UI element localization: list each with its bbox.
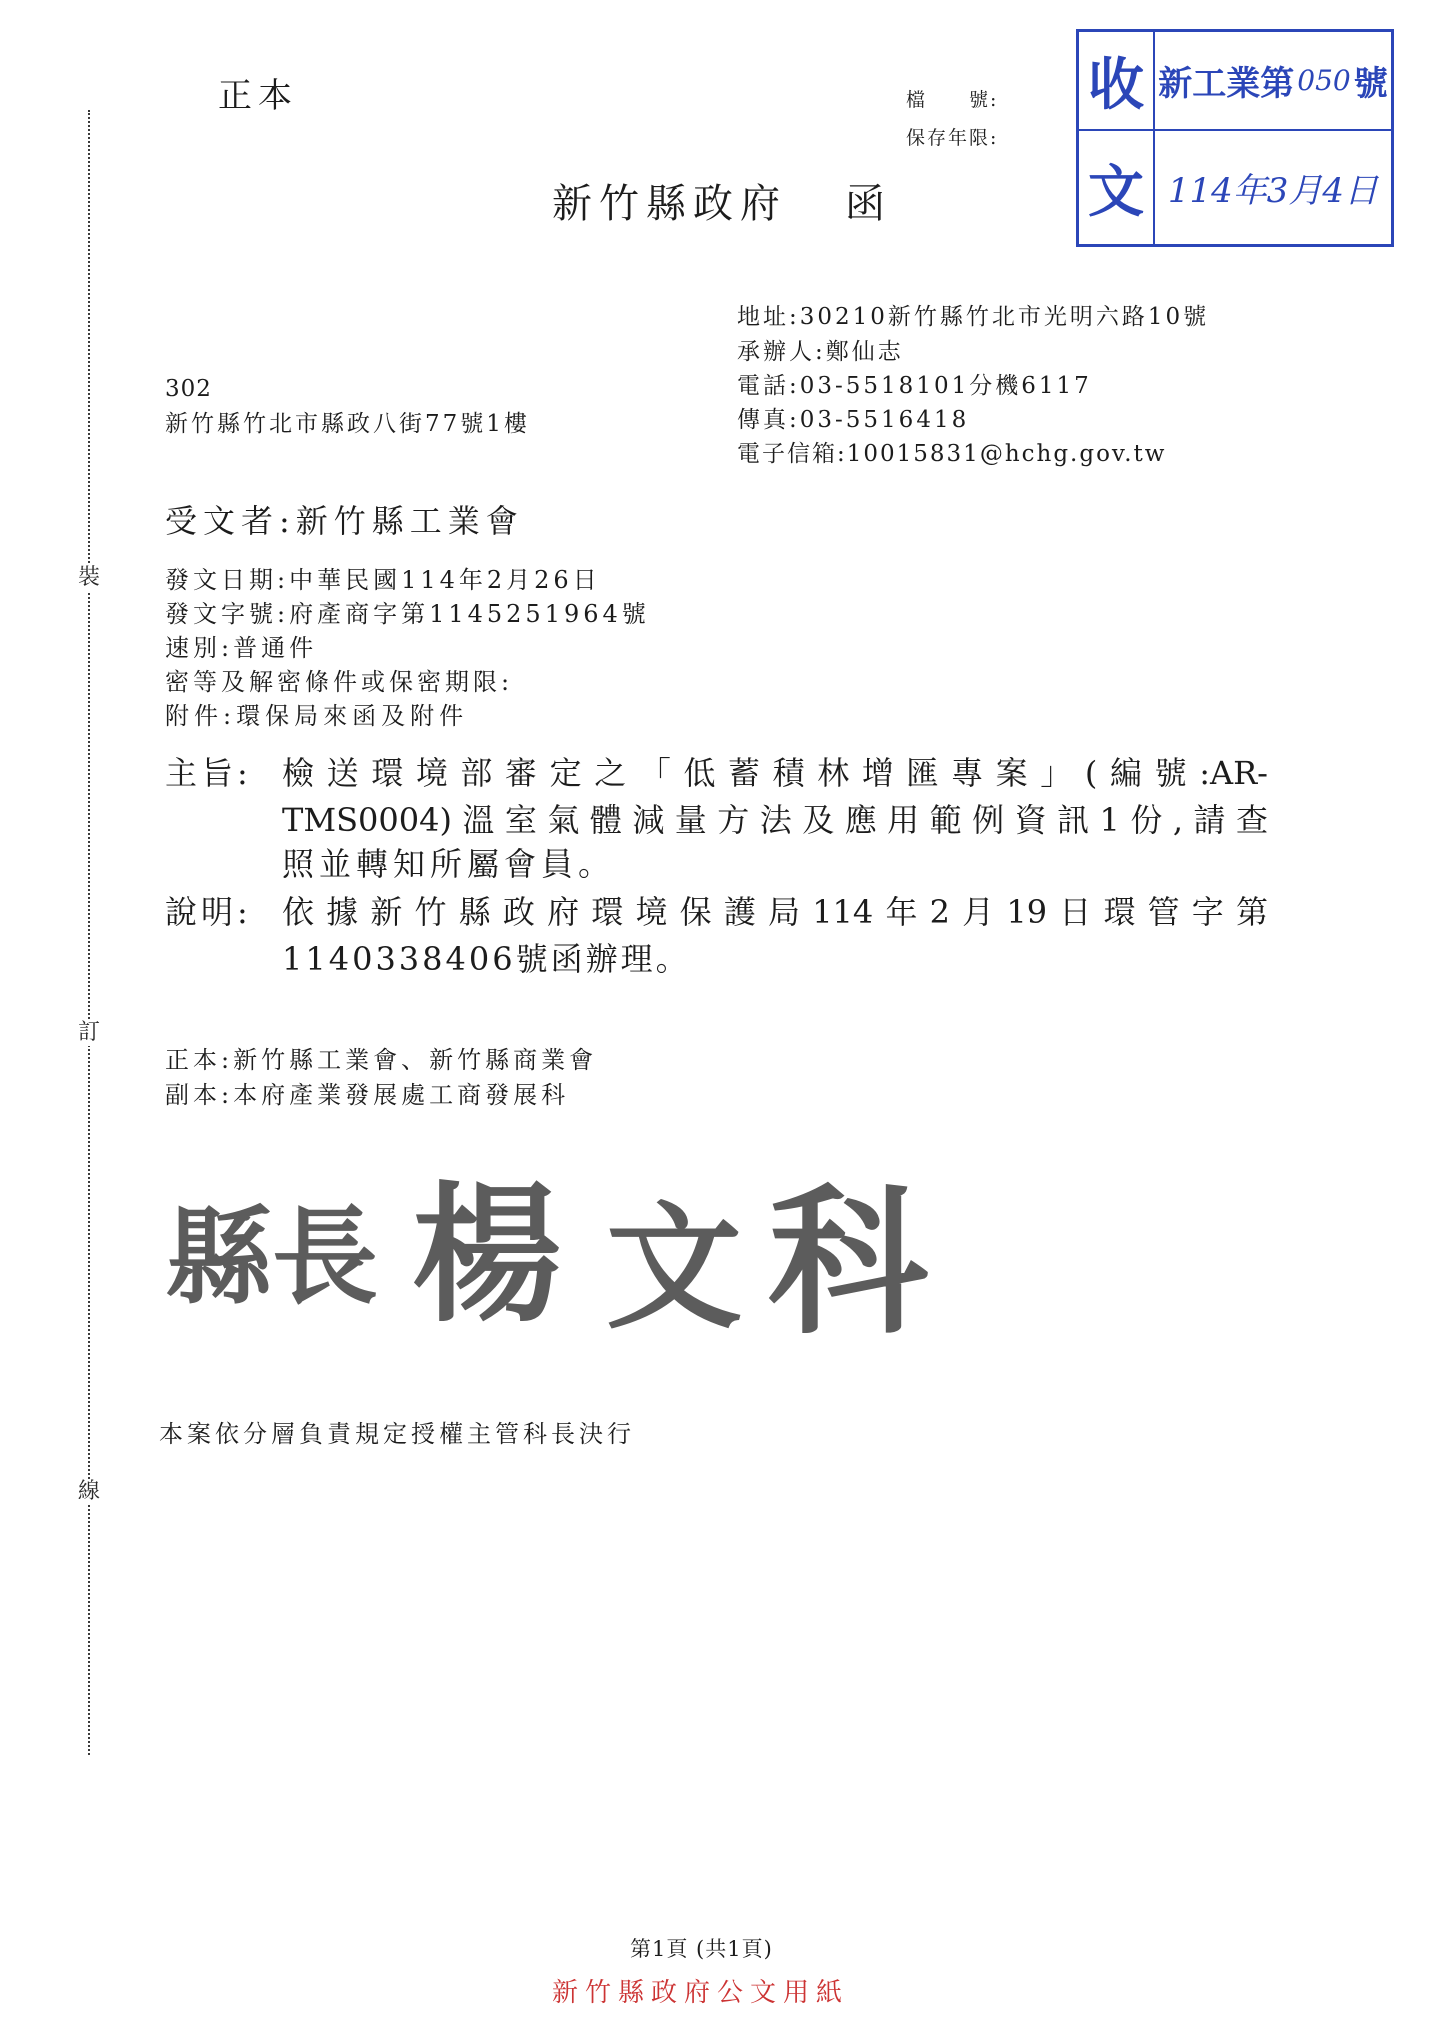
recipient-address: 新竹縣竹北市縣政八街77號1樓 [165,411,530,437]
sender-handler: 承辦人:鄭仙志 [737,339,904,365]
binding-mark-zhuang: 裝 [77,565,100,590]
document-number: 發文字號:府產商字第1145251964號 [165,600,650,628]
distribution-original: 正本:新竹縣工業會、新竹縣商業會 [165,1046,598,1074]
recipient-postal-code: 302 [165,376,212,402]
explanation-label: 說明: [165,893,252,931]
stamp-number-prefix: 新工業第 [1158,64,1295,104]
file-number-label: 檔 號: [906,89,999,111]
signature-char-2: 文 [606,1188,742,1348]
delivery-speed: 速別:普通件 [165,634,318,662]
binding-mark-xian: 線 [77,1479,100,1504]
signature-char-1: 楊 [412,1167,563,1343]
delegation-note: 本案依分層負責規定授權主管科長決行 [159,1420,635,1448]
stamp-char-document: 文 [1079,131,1155,244]
sender-email: 電子信箱:10015831@hchg.gov.tw [737,441,1167,467]
issue-date: 發文日期:中華民國114年2月26日 [165,566,601,594]
subject-label: 主旨: [165,754,252,792]
distribution-copy: 副本:本府產業發展處工商發展科 [165,1081,570,1109]
receipt-stamp [1076,29,1394,247]
subject-line-1: 檢送環境部審定之「低蓄積林增匯專案」(編號:AR- [282,757,1268,789]
subject-line-3: 照並轉知所屬會員。 [282,845,616,883]
security-level: 密等及解密條件或保密期限: [165,668,514,696]
official-paper-mark: 新竹縣政府公文用紙 [552,1978,850,2008]
stamp-receipt-date: 114年3月4日 [1167,171,1379,211]
document-title-type: 函 [845,181,885,227]
attachments: 附件:環保局來函及附件 [165,702,469,730]
page-number: 第1頁 (共1頁) [630,1937,773,1961]
document-title-agency: 新竹縣政府 [552,181,787,227]
signature-title: 縣長 [166,1194,378,1319]
stamp-number-suffix: 號 [1353,64,1388,104]
stamp-receipt-number [1155,32,1391,131]
retention-period-label: 保存年限: [906,127,999,149]
copy-type-label: 正本 [218,76,298,116]
explanation-line-2: 1140338406號函辦理。 [282,940,691,978]
stamp-char-receive: 收 [1079,32,1155,131]
stamp-number-handwritten: 050 [1297,64,1351,97]
explanation-line-1: 依據新竹縣政府環境保護局114年2月19日環管字第 [282,896,1268,928]
sender-phone: 電話:03-5518101分機6117 [737,373,1092,399]
subject-line-2: TMS0004)溫室氣體減量方法及應用範例資訊1份,請查 [282,804,1268,836]
binding-dotted-line [88,110,90,1755]
sender-fax: 傳真:03-5516418 [737,407,970,433]
recipient-name: 受文者:新竹縣工業會 [165,502,524,540]
sender-address: 地址:30210新竹縣竹北市光明六路10號 [737,304,1210,330]
signature-char-3: 科 [768,1168,929,1356]
binding-mark-ding: 訂 [77,1020,100,1045]
